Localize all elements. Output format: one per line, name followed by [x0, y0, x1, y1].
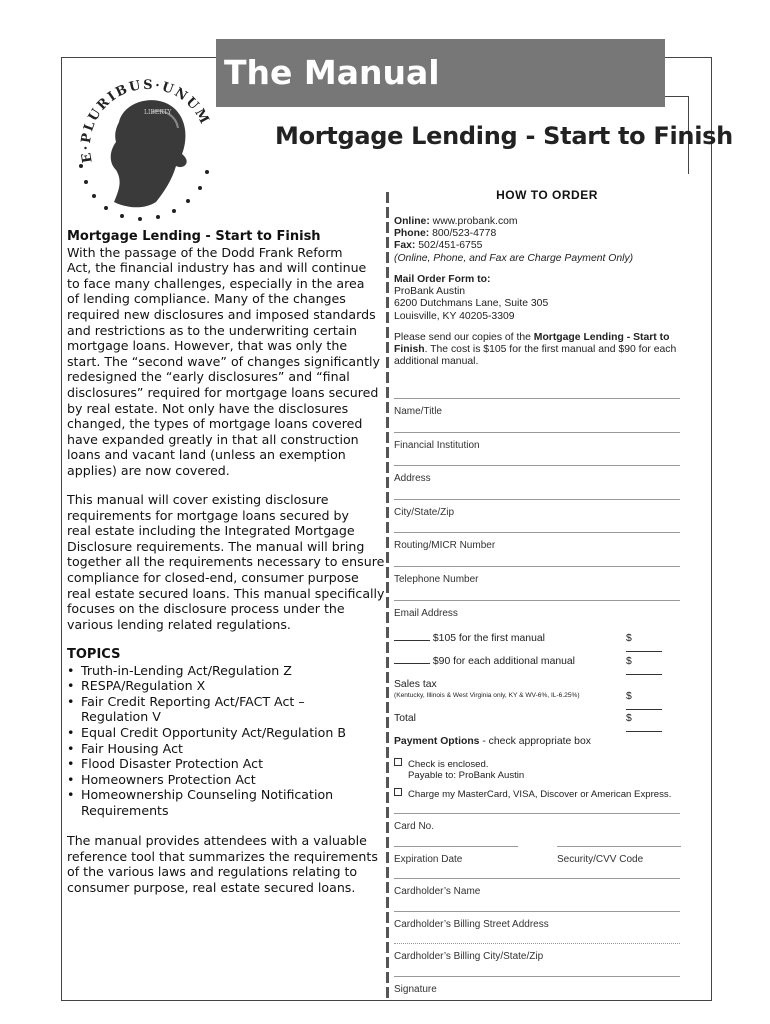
order-contacts — [394, 216, 694, 265]
first-label: $105 for the first manual — [432, 633, 545, 644]
each-label: $90 for each additional manual — [432, 656, 575, 667]
mail-address-line: ProBank Austin — [394, 286, 466, 298]
sales-tax-note: (Kentucky, Illinois & West Virginia only, KY & WV-6%, IL-6.25%) — [394, 692, 580, 699]
intro-line: changed, the types of mortgage loans covered — [67, 416, 363, 432]
charge-card-checkbox[interactable] — [394, 788, 402, 796]
order-form-field[interactable] — [394, 566, 680, 585]
topic-text: Requirements — [81, 802, 169, 818]
total-row — [394, 713, 670, 724]
amount-each-input[interactable] — [626, 674, 662, 675]
check-option[interactable] — [394, 758, 694, 781]
amount-total-input[interactable] — [626, 731, 662, 732]
each-manual-row — [394, 656, 670, 667]
check-enclosed-checkbox[interactable] — [394, 758, 402, 766]
page-title: The Manual — [216, 39, 665, 107]
billing-street-label: Cardholder’s Billing Street Address — [394, 919, 549, 930]
charge-note: (Online, Phone, and Fax are Charge Payment Only) — [394, 252, 634, 264]
intro-line: With the passage of the Dodd Frank Reform — [67, 244, 343, 260]
topic-item — [67, 741, 385, 757]
coverage-line: This manual will cover existing disclosure — [67, 492, 329, 507]
security-code-label: Security/CVV Code — [557, 854, 644, 865]
mail-address-line: 6200 Dutchmans Lane, Suite 305 — [394, 298, 549, 310]
phone-value: 800/523-4778 — [429, 228, 497, 240]
intro-line: by real estate. Not only have the disclosures — [67, 400, 349, 416]
topic-text: • Flood Disaster Protection Act — [81, 756, 264, 772]
intro-line: loans and vacant land (unless an exemption — [67, 447, 346, 463]
mail-order-block — [394, 274, 694, 323]
closing-text — [67, 833, 385, 895]
payment-note: - check appropriate box — [479, 736, 591, 747]
copies-text — [394, 332, 694, 369]
copies-post-2: additional manual. — [394, 356, 479, 368]
order-form-field[interactable] — [394, 600, 680, 619]
amount-first-input[interactable] — [626, 651, 662, 652]
cardholder-name-label: Cardholder’s Name — [394, 886, 481, 897]
intro-line: disclosures” required for mortgage loans secured — [67, 384, 379, 400]
topic-text: • Homeowners Protection Act — [81, 771, 256, 787]
topic-text: • RESPA/Regulation X — [81, 678, 206, 694]
order-form-field[interactable] — [394, 532, 680, 551]
intro-line: mortgage loans. However, that was only the — [67, 338, 348, 354]
cardholder-name-field[interactable] — [394, 878, 680, 897]
copies-post: . The cost is $105 for the first manual and $90 for each — [424, 344, 677, 356]
order-form-field-label: Routing/MICR Number — [394, 540, 496, 552]
qty-each-input[interactable] — [394, 663, 430, 664]
closing-line: of the various laws and regulations relating to — [67, 864, 358, 880]
card-number-label: Card No. — [394, 821, 435, 832]
topic-item — [67, 663, 385, 679]
order-form-field-label: Telephone Number — [394, 574, 479, 585]
order-form-field[interactable] — [394, 465, 680, 484]
expiration-label: Expiration Date — [394, 854, 463, 865]
billing-city-label: Cardholder’s Billing City/State/Zip — [394, 951, 544, 962]
phone-label: Phone: — [394, 228, 430, 240]
charge-card-label: Charge my MasterCard, VISA, Discover or American Express. — [408, 789, 672, 800]
first-manual-row — [394, 633, 670, 644]
intro-line: required new disclosures and imposed standards — [67, 306, 376, 322]
topic-item — [67, 772, 385, 788]
coverage-line: requirements for mortgage loans secured by — [67, 507, 349, 523]
payable-to-label: Payable to: ProBank Austin — [408, 770, 525, 781]
order-form-field[interactable] — [394, 432, 680, 451]
topic-text: • Equal Credit Opportunity Act/Regulation B — [81, 724, 346, 740]
dollar-sign: $ — [626, 656, 632, 667]
online-value[interactable]: www.probank.com — [429, 216, 518, 227]
column-divider — [386, 192, 389, 998]
order-form-field-label: Financial Institution — [394, 439, 480, 451]
topics-heading: TOPICS — [67, 647, 121, 662]
topic-item — [67, 787, 385, 818]
order-form-field-label: Email Address — [394, 607, 458, 619]
seal-liberty: LIBERTY — [144, 109, 172, 116]
payment-options — [394, 736, 694, 748]
sales-tax-row — [394, 679, 670, 702]
coverage-line: focuses on the disclosure process under the — [67, 601, 345, 617]
topic-text: • Fair Credit Reporting Act/FACT Act – — [81, 693, 305, 709]
dollar-sign: $ — [626, 713, 632, 724]
intro-heading: Mortgage Lending - Start to Finish — [67, 229, 321, 244]
coverage-line: together all the requirements necessary to ensure — [67, 554, 385, 570]
security-code-field[interactable] — [557, 846, 681, 865]
seal-motto: E·PLURIBUS·UNUM — [78, 77, 213, 164]
amount-tax-input[interactable] — [626, 709, 662, 710]
copies-pre: Please send our copies of the — [394, 332, 534, 343]
billing-street-field[interactable] — [394, 911, 680, 930]
order-form-field[interactable] — [394, 398, 680, 417]
signature-field[interactable] — [394, 976, 680, 995]
intro-line: redesigned the “early disclosures” and “final — [67, 369, 350, 385]
closing-line: consumer purpose, real estate secured loans. — [67, 879, 356, 895]
coverage-line: various lending related regulations. — [67, 616, 291, 632]
order-form-field-label: Address — [394, 473, 431, 485]
order-form-field-label: City/State/Zip — [394, 506, 455, 518]
total-label: Total — [394, 713, 416, 724]
liberty-head-seal-icon — [64, 62, 224, 222]
intro-line: Act, the financial industry has and will continue — [67, 260, 367, 276]
qty-first-input[interactable] — [394, 640, 430, 641]
fax-label: Fax: — [394, 240, 416, 252]
closing-line: The manual provides attendees with a valuable — [67, 833, 367, 848]
how-to-order-heading: HOW TO ORDER — [496, 188, 598, 202]
copies-title-2: Finish — [394, 344, 425, 356]
dollar-sign: $ — [626, 691, 632, 702]
card-number-field[interactable] — [394, 813, 680, 832]
intro-line: of lending compliance. Many of the changes — [67, 291, 346, 307]
order-form-field-label: Name/Title — [394, 406, 442, 417]
check-enclosed-label: Check is enclosed. — [408, 759, 489, 770]
topics-section — [67, 647, 385, 819]
topic-item — [67, 678, 385, 694]
page-subtitle: Mortgage Lending - Start to Finish — [275, 122, 733, 150]
intro-text — [67, 245, 385, 479]
intro-line: have expanded greatly in that all construction — [67, 431, 359, 447]
topics-list — [67, 663, 385, 819]
coverage-line: real estate secured loans. This manual specifically — [67, 585, 385, 601]
coverage-text — [67, 492, 385, 632]
topic-text: • Homeownership Counseling Notification — [81, 787, 334, 803]
dollar-sign: $ — [626, 633, 632, 644]
fax-value: 502/451-6755 — [415, 240, 483, 252]
card-option[interactable] — [394, 788, 694, 801]
mail-address-line: Louisville, KY 40205-3309 — [394, 310, 515, 322]
topic-item — [67, 694, 385, 725]
topic-text: • Truth-in-Lending Act/Regulation Z — [81, 662, 292, 678]
intro-line: applies) are now covered. — [67, 462, 230, 478]
coverage-line: real estate including the Integrated Mortgage — [67, 523, 355, 539]
intro-line: and restrictions as to the underwriting certain — [67, 322, 357, 338]
intro-line: to face many challenges, especially in the area — [67, 275, 365, 291]
intro-line: start. The “second wave” of changes significantly — [67, 353, 380, 369]
mail-heading: Mail Order Form to: — [394, 274, 491, 285]
coverage-line: compliance for closed-end, consumer purpose — [67, 569, 359, 585]
payment-heading: Payment Options — [394, 736, 480, 747]
signature-label: Signature — [394, 984, 437, 995]
order-form-field[interactable] — [394, 499, 680, 518]
coverage-line: Disclosure requirements. The manual will bring — [67, 538, 365, 554]
online-label: Online: — [394, 216, 430, 227]
topic-text: Regulation V — [81, 709, 161, 725]
closing-line: reference tool that summarizes the requirements — [67, 848, 378, 864]
topic-item — [67, 725, 385, 741]
intro-section — [67, 229, 385, 479]
copies-title-1: Mortgage Lending - Start to — [533, 332, 670, 343]
billing-city-field[interactable] — [394, 943, 680, 962]
topic-item — [67, 756, 385, 772]
topic-text: • Fair Housing Act — [81, 740, 183, 756]
mail-address — [394, 286, 694, 323]
expiration-field[interactable] — [394, 846, 518, 865]
sales-tax-label: Sales tax — [394, 679, 437, 690]
